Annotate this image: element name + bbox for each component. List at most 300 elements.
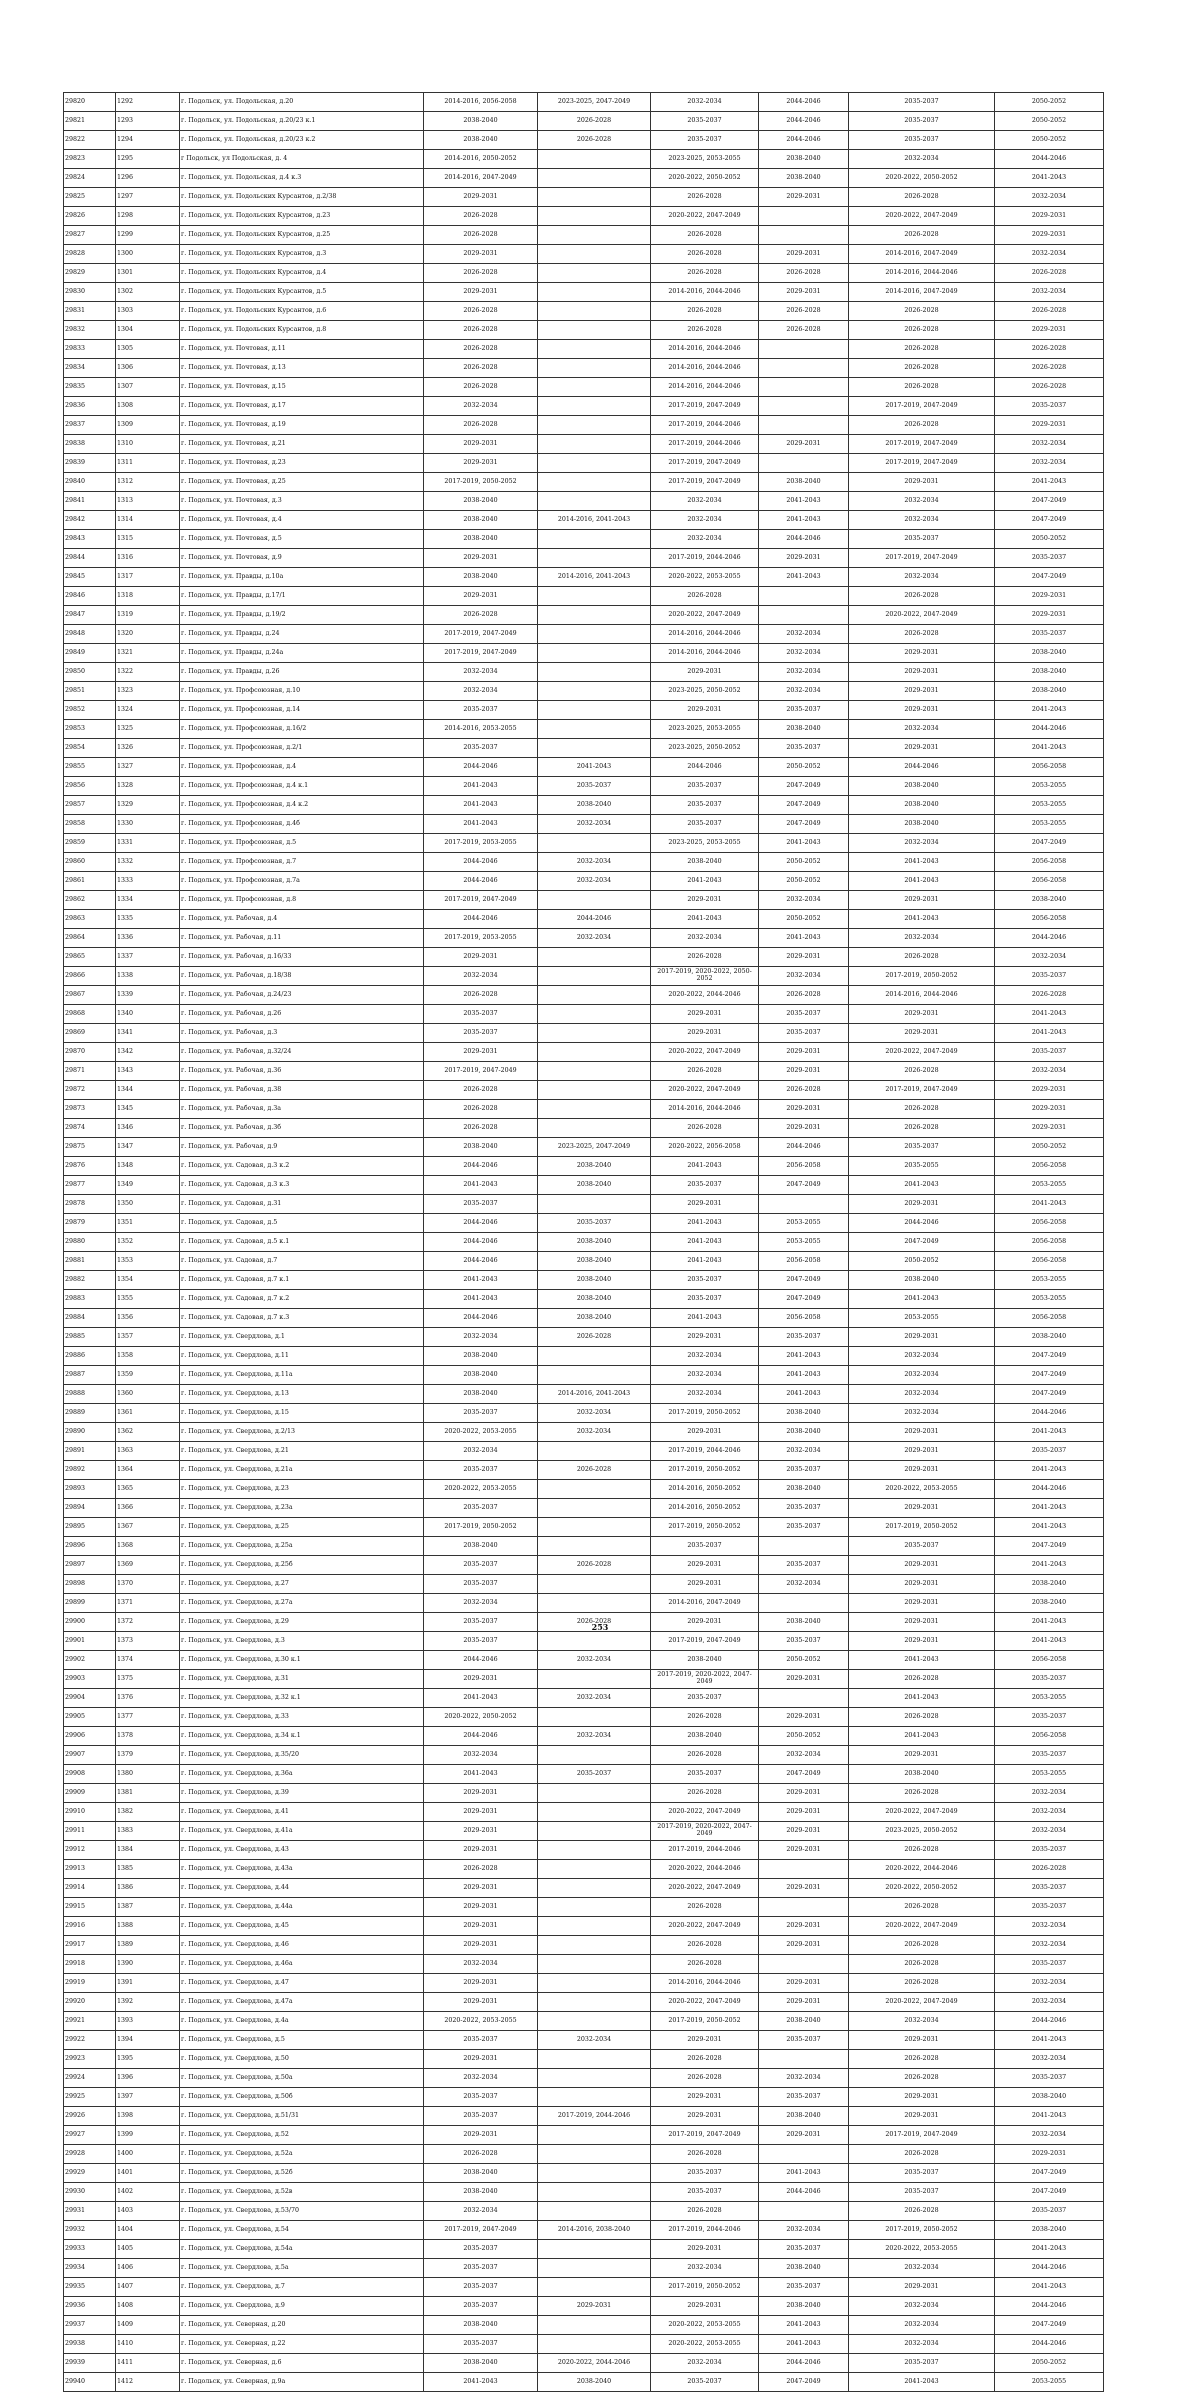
period-2-cell (538, 207, 651, 226)
period-3-cell: 2029-2031 (651, 1328, 759, 1347)
house-number-cell: 1377 (116, 1708, 180, 1727)
row-id-cell: 29848 (64, 625, 116, 644)
period-6-cell: 2056-2058 (995, 758, 1104, 777)
table-row (64, 2183, 1104, 2202)
period-1-cell: 2032-2034 (424, 2069, 538, 2088)
row-id-cell: 29879 (64, 1214, 116, 1233)
period-4-cell: 2029-2031 (759, 1993, 849, 2012)
period-5-cell: 2017-2019, 2047-2049 (849, 549, 995, 568)
row-id-cell: 29826 (64, 207, 116, 226)
period-3-cell: 2029-2031 (651, 1575, 759, 1594)
period-1-cell: 2035-2037 (424, 2088, 538, 2107)
period-4-cell (759, 340, 849, 359)
period-2-cell (538, 834, 651, 853)
period-3-cell: 2044-2046 (651, 758, 759, 777)
address-cell: г. Подольск, ул. Подольская, д.20/23 к.1 (180, 112, 424, 131)
period-6-cell: 2032-2034 (995, 1822, 1104, 1841)
row-id-cell: 29872 (64, 1081, 116, 1100)
period-1-cell: 2044-2046 (424, 1252, 538, 1271)
address-cell: г. Подольск, ул. Почтовая, д.19 (180, 416, 424, 435)
period-6-cell: 2047-2049 (995, 2164, 1104, 2183)
period-5-cell: 2044-2046 (849, 1214, 995, 1233)
table-row (64, 2145, 1104, 2164)
period-3-cell: 2014-2016, 2047-2049 (651, 1594, 759, 1613)
row-id-cell: 29892 (64, 1461, 116, 1480)
row-id-cell: 29902 (64, 1651, 116, 1670)
table-row (64, 1290, 1104, 1309)
address-cell: г. Подольск, ул. Профсоюзная, д.7а (180, 872, 424, 891)
row-id-cell: 29857 (64, 796, 116, 815)
period-3-cell: 2014-2016, 2044-2046 (651, 340, 759, 359)
period-5-cell: 2029-2031 (849, 473, 995, 492)
period-6-cell: 2032-2034 (995, 1784, 1104, 1803)
period-2-cell (538, 1119, 651, 1138)
period-1-cell: 2017-2019, 2053-2055 (424, 929, 538, 948)
period-6-cell: 2026-2028 (995, 264, 1104, 283)
period-6-cell: 2029-2031 (995, 1100, 1104, 1119)
period-2-cell: 2035-2037 (538, 1214, 651, 1233)
period-4-cell: 2032-2034 (759, 663, 849, 682)
period-1-cell: 2017-2019, 2047-2049 (424, 891, 538, 910)
house-number-cell: 1369 (116, 1556, 180, 1575)
address-cell: г. Подольск, ул. Свердлова, д.31 (180, 1670, 424, 1689)
address-cell: г. Подольск, ул. Свердлова, д.54 (180, 2221, 424, 2240)
period-6-cell: 2056-2058 (995, 1233, 1104, 1252)
period-4-cell: 2041-2043 (759, 2316, 849, 2335)
period-5-cell: 2014-2016, 2044-2046 (849, 264, 995, 283)
period-4-cell: 2047-2049 (759, 796, 849, 815)
row-id-cell: 29831 (64, 302, 116, 321)
address-cell: г. Подольск, ул. Почтовая, д.4 (180, 511, 424, 530)
period-1-cell: 2026-2028 (424, 416, 538, 435)
period-1-cell: 2038-2040 (424, 492, 538, 511)
address-cell: г. Подольск, ул. Подольских Курсантов, д.25 (180, 226, 424, 245)
row-id-cell: 29889 (64, 1404, 116, 1423)
period-3-cell: 2032-2034 (651, 1385, 759, 1404)
period-6-cell: 2038-2040 (995, 1328, 1104, 1347)
table-row (64, 245, 1104, 264)
period-6-cell: 2038-2040 (995, 1594, 1104, 1613)
period-5-cell: 2026-2028 (849, 378, 995, 397)
period-2-cell (538, 1347, 651, 1366)
period-3-cell: 2017-2019, 2050-2052 (651, 1404, 759, 1423)
row-id-cell: 29849 (64, 644, 116, 663)
period-2-cell: 2026-2028 (538, 1556, 651, 1575)
period-1-cell: 2014-2016, 2053-2055 (424, 720, 538, 739)
period-3-cell: 2023-2025, 2053-2055 (651, 720, 759, 739)
period-5-cell: 2032-2034 (849, 2259, 995, 2278)
period-3-cell: 2029-2031 (651, 2088, 759, 2107)
row-id-cell: 29821 (64, 112, 116, 131)
period-5-cell: 2029-2031 (849, 1594, 995, 1613)
address-cell: г. Подольск, ул. Профсоюзная, д.2/1 (180, 739, 424, 758)
table-row (64, 283, 1104, 302)
period-1-cell: 2020-2022, 2053-2055 (424, 1480, 538, 1499)
house-number-cell: 1389 (116, 1936, 180, 1955)
row-id-cell: 29829 (64, 264, 116, 283)
period-2-cell (538, 587, 651, 606)
period-4-cell: 2032-2034 (759, 644, 849, 663)
address-cell: г. Подольск, ул. Рабочая, д.3б (180, 1119, 424, 1138)
period-1-cell: 2026-2028 (424, 2145, 538, 2164)
period-3-cell: 2029-2031 (651, 1556, 759, 1575)
period-4-cell: 2044-2046 (759, 93, 849, 112)
period-1-cell: 2041-2043 (424, 1765, 538, 1784)
table-row (64, 340, 1104, 359)
table-row (64, 2050, 1104, 2069)
period-5-cell: 2029-2031 (849, 739, 995, 758)
period-4-cell: 2041-2043 (759, 834, 849, 853)
house-number-cell: 1391 (116, 1974, 180, 1993)
period-6-cell: 2041-2043 (995, 169, 1104, 188)
period-3-cell: 2014-2016, 2044-2046 (651, 359, 759, 378)
period-4-cell: 2029-2031 (759, 1043, 849, 1062)
period-6-cell: 2032-2034 (995, 435, 1104, 454)
house-number-cell: 1323 (116, 682, 180, 701)
period-2-cell: 2038-2040 (538, 1157, 651, 1176)
period-3-cell: 2020-2022, 2050-2052 (651, 169, 759, 188)
house-number-cell: 1365 (116, 1480, 180, 1499)
table-row (64, 416, 1104, 435)
house-number-cell: 1412 (116, 2373, 180, 2392)
period-4-cell: 2056-2058 (759, 1157, 849, 1176)
period-2-cell (538, 2183, 651, 2202)
period-4-cell: 2041-2043 (759, 1366, 849, 1385)
period-5-cell: 2020-2022, 2047-2049 (849, 1803, 995, 1822)
period-6-cell: 2035-2037 (995, 1442, 1104, 1461)
period-1-cell: 2017-2019, 2047-2049 (424, 644, 538, 663)
period-6-cell: 2032-2034 (995, 1803, 1104, 1822)
row-id-cell: 29915 (64, 1898, 116, 1917)
address-cell: г. Подольск, ул. Рабочая, д.38 (180, 1081, 424, 1100)
period-2-cell (538, 1043, 651, 1062)
period-5-cell: 2029-2031 (849, 644, 995, 663)
period-1-cell: 2035-2037 (424, 1556, 538, 1575)
period-1-cell: 2041-2043 (424, 2373, 538, 2392)
row-id-cell: 29887 (64, 1366, 116, 1385)
period-3-cell: 2032-2034 (651, 2354, 759, 2373)
address-cell: г. Подольск, ул. Рабочая, д.16/33 (180, 948, 424, 967)
period-3-cell: 2020-2022, 2053-2055 (651, 2316, 759, 2335)
period-3-cell: 2026-2028 (651, 226, 759, 245)
period-2-cell (538, 1442, 651, 1461)
house-number-cell: 1351 (116, 1214, 180, 1233)
period-3-cell: 2029-2031 (651, 891, 759, 910)
period-2-cell (538, 2145, 651, 2164)
address-cell: г. Подольск, ул. Подольских Курсантов, д.8 (180, 321, 424, 340)
period-6-cell: 2035-2037 (995, 549, 1104, 568)
period-5-cell: 2026-2028 (849, 948, 995, 967)
period-6-cell: 2032-2034 (995, 283, 1104, 302)
row-id-cell: 29834 (64, 359, 116, 378)
period-4-cell: 2035-2037 (759, 2278, 849, 2297)
period-2-cell: 2023-2025, 2047-2049 (538, 93, 651, 112)
period-5-cell: 2020-2022, 2047-2049 (849, 1043, 995, 1062)
house-number-cell: 1376 (116, 1689, 180, 1708)
row-id-cell: 29930 (64, 2183, 116, 2202)
period-2-cell (538, 1898, 651, 1917)
period-4-cell: 2044-2046 (759, 530, 849, 549)
period-5-cell: 2026-2028 (849, 1708, 995, 1727)
address-cell: г. Подольск, ул. Свердлова, д.2/13 (180, 1423, 424, 1442)
period-3-cell: 2026-2028 (651, 1119, 759, 1138)
house-number-cell: 1385 (116, 1860, 180, 1879)
period-2-cell (538, 1974, 651, 1993)
period-6-cell: 2035-2037 (995, 625, 1104, 644)
period-5-cell: 2029-2031 (849, 1442, 995, 1461)
period-3-cell: 2020-2022, 2047-2049 (651, 606, 759, 625)
period-4-cell: 2047-2049 (759, 2373, 849, 2392)
table-row (64, 2354, 1104, 2373)
period-4-cell (759, 2202, 849, 2221)
row-id-cell: 29824 (64, 169, 116, 188)
period-4-cell: 2026-2028 (759, 321, 849, 340)
house-number-cell: 1353 (116, 1252, 180, 1271)
address-cell: г. Подольск, ул. Свердлова, д.50 (180, 2050, 424, 2069)
row-id-cell: 29866 (64, 967, 116, 986)
period-1-cell: 2032-2034 (424, 397, 538, 416)
period-2-cell: 2038-2040 (538, 796, 651, 815)
period-4-cell: 2026-2028 (759, 1081, 849, 1100)
period-1-cell: 2026-2028 (424, 340, 538, 359)
period-6-cell: 2038-2040 (995, 663, 1104, 682)
house-number-cell: 1355 (116, 1290, 180, 1309)
period-1-cell: 2044-2046 (424, 1309, 538, 1328)
period-1-cell: 2014-2016, 2056-2058 (424, 93, 538, 112)
table-row (64, 2088, 1104, 2107)
period-3-cell: 2020-2022, 2047-2049 (651, 1043, 759, 1062)
period-5-cell: 2026-2028 (849, 1784, 995, 1803)
table-row (64, 1157, 1104, 1176)
house-number-cell: 1405 (116, 2240, 180, 2259)
period-6-cell: 2032-2034 (995, 1936, 1104, 1955)
period-3-cell: 2020-2022, 2047-2049 (651, 1879, 759, 1898)
address-cell: г. Подольск, ул. Профсоюзная, д.7 (180, 853, 424, 872)
table-row (64, 226, 1104, 245)
house-number-cell: 1357 (116, 1328, 180, 1347)
period-5-cell: 2041-2043 (849, 1290, 995, 1309)
period-2-cell: 2035-2037 (538, 777, 651, 796)
address-cell: г. Подольск, ул. Рабочая, д.18/38 (180, 967, 424, 986)
period-1-cell: 2020-2022, 2053-2055 (424, 1423, 538, 1442)
row-id-cell: 29926 (64, 2107, 116, 2126)
period-5-cell: 2026-2028 (849, 2069, 995, 2088)
period-3-cell: 2023-2025, 2053-2055 (651, 834, 759, 853)
period-1-cell: 2029-2031 (424, 454, 538, 473)
period-6-cell: 2032-2034 (995, 188, 1104, 207)
address-cell: г. Подольск, ул. Свердлова, д.13 (180, 1385, 424, 1404)
row-id-cell: 29850 (64, 663, 116, 682)
period-6-cell: 2026-2028 (995, 378, 1104, 397)
period-5-cell: 2032-2034 (849, 568, 995, 587)
period-5-cell: 2041-2043 (849, 1651, 995, 1670)
period-5-cell: 2029-2031 (849, 1575, 995, 1594)
period-4-cell (759, 1898, 849, 1917)
period-1-cell: 2044-2046 (424, 1233, 538, 1252)
period-3-cell: 2017-2019, 2047-2049 (651, 454, 759, 473)
period-4-cell: 2038-2040 (759, 150, 849, 169)
period-2-cell (538, 1670, 651, 1689)
table-row (64, 1024, 1104, 1043)
address-cell: г. Подольск, ул. Свердлова, д.43 (180, 1841, 424, 1860)
period-5-cell: 2017-2019, 2047-2049 (849, 1081, 995, 1100)
address-cell: г. Подольск, ул. Рабочая, д.26 (180, 1005, 424, 1024)
table-row (64, 378, 1104, 397)
period-4-cell: 2053-2055 (759, 1233, 849, 1252)
table-row (64, 796, 1104, 815)
period-5-cell: 2020-2022, 2050-2052 (849, 169, 995, 188)
house-number-cell: 1388 (116, 1917, 180, 1936)
period-1-cell: 2032-2034 (424, 2202, 538, 2221)
period-3-cell: 2017-2019, 2050-2052 (651, 1461, 759, 1480)
period-1-cell: 2029-2031 (424, 188, 538, 207)
address-cell: г. Подольск, ул. Профсоюзная, д.14 (180, 701, 424, 720)
house-number-cell: 1340 (116, 1005, 180, 1024)
period-2-cell (538, 2259, 651, 2278)
period-3-cell: 2026-2028 (651, 264, 759, 283)
period-3-cell: 2020-2022, 2044-2046 (651, 986, 759, 1005)
period-5-cell: 2032-2034 (849, 2012, 995, 2031)
period-1-cell: 2035-2037 (424, 1195, 538, 1214)
period-3-cell: 2041-2043 (651, 910, 759, 929)
period-4-cell: 2044-2046 (759, 1138, 849, 1157)
house-number-cell: 1320 (116, 625, 180, 644)
period-5-cell: 2026-2028 (849, 625, 995, 644)
house-number-cell: 1302 (116, 283, 180, 302)
period-2-cell (538, 644, 651, 663)
table-row (64, 1404, 1104, 1423)
address-cell: г. Подольск, ул. Свердлова, д.5 (180, 2031, 424, 2050)
address-cell: г. Подольск, ул. Свердлова, д.25 (180, 1518, 424, 1537)
period-5-cell: 2026-2028 (849, 1062, 995, 1081)
period-2-cell (538, 1518, 651, 1537)
address-cell: г. Подольск, ул. Почтовая, д.9 (180, 549, 424, 568)
address-cell: г. Подольск, ул. Свердлова, д.46 (180, 1936, 424, 1955)
period-4-cell: 2026-2028 (759, 302, 849, 321)
house-number-cell: 1387 (116, 1898, 180, 1917)
table-row (64, 1575, 1104, 1594)
period-3-cell: 2026-2028 (651, 1936, 759, 1955)
period-1-cell: 2041-2043 (424, 1290, 538, 1309)
row-id-cell: 29880 (64, 1233, 116, 1252)
table-row (64, 1271, 1104, 1290)
row-id-cell: 29844 (64, 549, 116, 568)
period-2-cell (538, 1936, 651, 1955)
address-cell: г. Подольск, ул. Свердлова, д.44а (180, 1898, 424, 1917)
period-2-cell: 2023-2025, 2047-2049 (538, 1138, 651, 1157)
period-4-cell: 2044-2046 (759, 112, 849, 131)
period-4-cell (759, 397, 849, 416)
period-3-cell: 2020-2022, 2056-2058 (651, 1138, 759, 1157)
table-row (64, 1195, 1104, 1214)
period-6-cell: 2041-2043 (995, 1499, 1104, 1518)
table-row (64, 1043, 1104, 1062)
period-2-cell: 2038-2040 (538, 1252, 651, 1271)
period-4-cell (759, 359, 849, 378)
period-6-cell: 2026-2028 (995, 340, 1104, 359)
house-number-cell: 1326 (116, 739, 180, 758)
row-id-cell: 29937 (64, 2316, 116, 2335)
period-4-cell: 2038-2040 (759, 1423, 849, 1442)
row-id-cell: 29931 (64, 2202, 116, 2221)
house-number-cell: 1382 (116, 1803, 180, 1822)
period-2-cell (538, 473, 651, 492)
period-6-cell: 2050-2052 (995, 112, 1104, 131)
period-6-cell: 2041-2043 (995, 739, 1104, 758)
period-6-cell: 2047-2049 (995, 1366, 1104, 1385)
address-cell: г. Подольск, ул. Садовая, д.5 к.1 (180, 1233, 424, 1252)
house-number-cell: 1309 (116, 416, 180, 435)
period-6-cell: 2032-2034 (995, 1974, 1104, 1993)
table-row (64, 929, 1104, 948)
period-2-cell: 2032-2034 (538, 1689, 651, 1708)
period-5-cell: 2032-2034 (849, 1347, 995, 1366)
period-3-cell: 2026-2028 (651, 245, 759, 264)
period-1-cell: 2038-2040 (424, 1385, 538, 1404)
period-2-cell: 2032-2034 (538, 1404, 651, 1423)
period-6-cell: 2056-2058 (995, 1157, 1104, 1176)
period-6-cell: 2029-2031 (995, 606, 1104, 625)
period-1-cell: 2029-2031 (424, 1784, 538, 1803)
period-6-cell: 2044-2046 (995, 1480, 1104, 1499)
period-6-cell: 2041-2043 (995, 701, 1104, 720)
address-cell: г. Подольск, ул. Свердлова, д.30 к.1 (180, 1651, 424, 1670)
address-cell: г. Подольск, ул. Северная, д.9а (180, 2373, 424, 2392)
address-cell: г. Подольск, ул. Северная, д.22 (180, 2335, 424, 2354)
period-4-cell: 2032-2034 (759, 1746, 849, 1765)
period-4-cell: 2026-2028 (759, 264, 849, 283)
period-2-cell (538, 1005, 651, 1024)
table-row (64, 815, 1104, 834)
table-row (64, 1385, 1104, 1404)
period-6-cell: 2026-2028 (995, 302, 1104, 321)
table-row (64, 1138, 1104, 1157)
period-4-cell: 2029-2031 (759, 1062, 849, 1081)
address-cell: г. Подольск, ул. Свердлова, д.53/70 (180, 2202, 424, 2221)
period-3-cell: 2026-2028 (651, 2202, 759, 2221)
period-3-cell: 2041-2043 (651, 1309, 759, 1328)
house-number-cell: 1295 (116, 150, 180, 169)
row-id-cell: 29903 (64, 1670, 116, 1689)
period-1-cell: 2041-2043 (424, 1689, 538, 1708)
table-row (64, 1328, 1104, 1347)
period-4-cell: 2050-2052 (759, 1651, 849, 1670)
address-cell: г. Подольск, ул. Свердлова, д.27а (180, 1594, 424, 1613)
address-cell: г. Подольск, ул. Подольских Курсантов, д.4 (180, 264, 424, 283)
period-2-cell (538, 986, 651, 1005)
period-5-cell: 2017-2019, 2047-2049 (849, 435, 995, 454)
period-4-cell (759, 207, 849, 226)
period-3-cell: 2017-2019, 2047-2049 (651, 1632, 759, 1651)
period-3-cell: 2032-2034 (651, 93, 759, 112)
period-4-cell: 2032-2034 (759, 967, 849, 986)
period-4-cell: 2041-2043 (759, 492, 849, 511)
period-4-cell: 2029-2031 (759, 1708, 849, 1727)
period-2-cell (538, 454, 651, 473)
period-6-cell: 2050-2052 (995, 1138, 1104, 1157)
row-id-cell: 29898 (64, 1575, 116, 1594)
period-1-cell: 2029-2031 (424, 1974, 538, 1993)
period-3-cell: 2035-2037 (651, 131, 759, 150)
house-number-cell: 1321 (116, 644, 180, 663)
table-row (64, 454, 1104, 473)
period-5-cell: 2029-2031 (849, 2107, 995, 2126)
period-1-cell: 2035-2037 (424, 1632, 538, 1651)
period-4-cell: 2050-2052 (759, 758, 849, 777)
period-3-cell: 2035-2037 (651, 2164, 759, 2183)
address-cell: г. Подольск, ул. Подольских Курсантов, д.3 (180, 245, 424, 264)
address-cell: г. Подольск, ул. Правды, д.24а (180, 644, 424, 663)
